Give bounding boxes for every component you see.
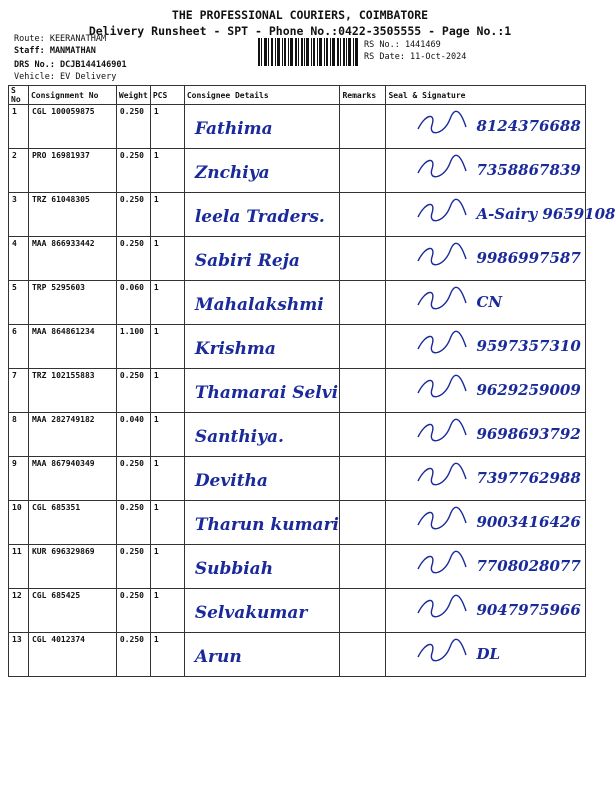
column-header: S No bbox=[9, 86, 29, 105]
signature-scribble bbox=[414, 549, 470, 579]
table-row bbox=[9, 545, 586, 589]
sno-cell: 5 bbox=[9, 281, 29, 325]
sno-cell: 3 bbox=[9, 193, 29, 237]
consignment-cell: CGL 685351 bbox=[28, 501, 116, 545]
consignment-cell: TRZ 61048305 bbox=[28, 193, 116, 237]
signature-scribble bbox=[414, 109, 470, 139]
sno-cell: 4 bbox=[9, 237, 29, 281]
pcs-cell: 1 bbox=[150, 325, 184, 369]
remarks-cell bbox=[340, 501, 386, 545]
sno-cell: 12 bbox=[9, 589, 29, 633]
company-title: THE PROFESSIONAL COURIERS, COIMBATORE bbox=[171, 8, 429, 22]
signature-cell bbox=[386, 589, 586, 633]
remarks-cell bbox=[340, 105, 386, 149]
remarks-cell bbox=[340, 325, 386, 369]
signature-scribble bbox=[414, 461, 470, 491]
handwritten-name: Krishma bbox=[194, 339, 276, 359]
handwritten-name: Subbiah bbox=[194, 559, 274, 579]
weight-cell: 0.250 bbox=[116, 105, 150, 149]
signature-cell bbox=[386, 325, 586, 369]
remarks-cell bbox=[340, 237, 386, 281]
table-row bbox=[9, 457, 586, 501]
pcs-cell: 1 bbox=[150, 589, 184, 633]
consignee-cell bbox=[184, 501, 340, 545]
pcs-cell: 1 bbox=[150, 105, 184, 149]
pcs-cell: 1 bbox=[150, 237, 184, 281]
signature-scribble bbox=[414, 329, 470, 359]
column-header: Weight bbox=[116, 86, 150, 105]
handwritten-name: leela Traders. bbox=[194, 207, 325, 227]
handwritten-name: Znchiya bbox=[194, 163, 270, 183]
consignment-cell: TRP 5295603 bbox=[28, 281, 116, 325]
consignee-cell bbox=[184, 237, 340, 281]
handwritten-name: Fathima bbox=[194, 119, 273, 139]
handwritten-phone: 9986997587 bbox=[476, 249, 581, 267]
runsheet-table bbox=[8, 85, 615, 677]
table-row bbox=[9, 105, 586, 149]
weight-cell: 0.250 bbox=[116, 457, 150, 501]
consignee-cell bbox=[184, 193, 340, 237]
remarks-cell bbox=[340, 149, 386, 193]
consignee-cell bbox=[184, 413, 340, 457]
signature-scribble bbox=[414, 153, 470, 183]
signature-cell bbox=[386, 501, 586, 545]
weight-cell: 0.250 bbox=[116, 193, 150, 237]
remarks-cell bbox=[340, 193, 386, 237]
signature-scribble bbox=[414, 197, 470, 227]
consignment-cell: TRZ 102155883 bbox=[28, 369, 116, 413]
table-row bbox=[9, 633, 586, 677]
pcs-cell: 1 bbox=[150, 149, 184, 193]
consignee-cell bbox=[184, 589, 340, 633]
barcode-icon bbox=[258, 38, 358, 66]
consignment-cell: MAA 866933442 bbox=[28, 237, 116, 281]
weight-cell: 0.250 bbox=[116, 149, 150, 193]
consignee-cell bbox=[184, 457, 340, 501]
drs-label: DRS No.: DCJB144146901 bbox=[14, 60, 127, 70]
remarks-cell bbox=[340, 369, 386, 413]
consignee-cell bbox=[184, 105, 340, 149]
pcs-cell: 1 bbox=[150, 413, 184, 457]
handwritten-phone: 8124376688 bbox=[476, 117, 581, 135]
consignment-cell: MAA 282749182 bbox=[28, 413, 116, 457]
handwritten-name: Thamarai Selvi bbox=[194, 383, 339, 403]
signature-scribble bbox=[414, 285, 470, 315]
weight-cell: 0.060 bbox=[116, 281, 150, 325]
consignee-cell bbox=[184, 149, 340, 193]
table-row bbox=[9, 501, 586, 545]
handwritten-name: Arun bbox=[194, 647, 242, 667]
remarks-cell bbox=[340, 281, 386, 325]
signature-scribble bbox=[414, 373, 470, 403]
handwritten-name: Tharun kumari bbox=[194, 515, 339, 535]
handwritten-name: Devitha bbox=[194, 471, 268, 491]
table-row bbox=[9, 193, 586, 237]
vehicle-label: Vehicle: EV Delivery bbox=[14, 72, 117, 82]
weight-cell: 0.250 bbox=[116, 545, 150, 589]
remarks-cell bbox=[340, 413, 386, 457]
weight-cell: 0.250 bbox=[116, 589, 150, 633]
table-row bbox=[9, 325, 586, 369]
consignee-cell bbox=[184, 325, 340, 369]
signature-cell bbox=[386, 281, 586, 325]
sno-cell: 10 bbox=[9, 501, 29, 545]
handwritten-phone: 9629259009 bbox=[476, 381, 581, 399]
consignment-cell: MAA 864861234 bbox=[28, 325, 116, 369]
pcs-cell: 1 bbox=[150, 545, 184, 589]
rs-date: RS Date: 11-Oct-2024 bbox=[364, 52, 467, 62]
table-row bbox=[9, 589, 586, 633]
table-row bbox=[9, 237, 586, 281]
signature-cell bbox=[386, 369, 586, 413]
handwritten-name: Sabiri Reja bbox=[194, 251, 300, 271]
consignee-cell bbox=[184, 369, 340, 413]
signature-scribble bbox=[414, 593, 470, 623]
consignment-cell: CGL 4012374 bbox=[28, 633, 116, 677]
weight-cell: 0.040 bbox=[116, 413, 150, 457]
handwritten-name: Mahalakshmi bbox=[194, 295, 324, 315]
pcs-cell: 1 bbox=[150, 281, 184, 325]
handwritten-phone: 7708028077 bbox=[476, 557, 581, 575]
consignment-cell: KUR 696329869 bbox=[28, 545, 116, 589]
route-label: Route: KEERANATHAM bbox=[14, 34, 107, 44]
handwritten-phone: 9003416426 bbox=[476, 513, 581, 531]
remarks-cell bbox=[340, 545, 386, 589]
consignee-cell bbox=[184, 545, 340, 589]
signature-cell bbox=[386, 413, 586, 457]
handwritten-phone: 7358867839 bbox=[476, 161, 581, 179]
sno-cell: 9 bbox=[9, 457, 29, 501]
column-header: Remarks bbox=[340, 86, 386, 105]
signature-cell bbox=[386, 193, 615, 237]
weight-cell: 0.250 bbox=[116, 237, 150, 281]
sno-cell: 13 bbox=[9, 633, 29, 677]
column-header: Consignment No bbox=[28, 86, 116, 105]
column-header: Consignee Details bbox=[184, 86, 340, 105]
sno-cell: 1 bbox=[9, 105, 29, 149]
signature-cell bbox=[386, 149, 586, 193]
pcs-cell: 1 bbox=[150, 369, 184, 413]
weight-cell: 0.250 bbox=[116, 501, 150, 545]
sno-cell: 11 bbox=[9, 545, 29, 589]
handwritten-phone: 9047975966 bbox=[476, 601, 581, 619]
handwritten-name: Santhiya. bbox=[194, 427, 284, 447]
column-header: Seal & Signature bbox=[386, 86, 586, 105]
signature-cell bbox=[386, 105, 586, 149]
consignment-cell: PRO 16981937 bbox=[28, 149, 116, 193]
table-row bbox=[9, 281, 586, 325]
handwritten-phone: 7397762988 bbox=[476, 469, 581, 487]
table-row bbox=[9, 149, 586, 193]
staff-label: Staff: MANMATHAN bbox=[14, 46, 96, 56]
pcs-cell: 1 bbox=[150, 633, 184, 677]
signature-scribble bbox=[414, 637, 470, 667]
consignment-cell: CGL 100059875 bbox=[28, 105, 116, 149]
consignee-cell bbox=[184, 281, 340, 325]
pcs-cell: 1 bbox=[150, 457, 184, 501]
sno-cell: 6 bbox=[9, 325, 29, 369]
table-header-row bbox=[9, 86, 586, 105]
handwritten-phone: CN bbox=[476, 293, 503, 311]
signature-cell bbox=[386, 457, 586, 501]
signature-scribble bbox=[414, 505, 470, 535]
table-row bbox=[9, 413, 586, 457]
handwritten-phone: 9597357310 bbox=[476, 337, 581, 355]
handwritten-phone: 9698693792 bbox=[476, 425, 581, 443]
pcs-cell: 1 bbox=[150, 501, 184, 545]
signature-cell bbox=[386, 237, 586, 281]
weight-cell: 0.250 bbox=[116, 369, 150, 413]
sno-cell: 7 bbox=[9, 369, 29, 413]
signature-cell bbox=[386, 633, 586, 677]
column-header: PCS bbox=[150, 86, 184, 105]
pcs-cell: 1 bbox=[150, 193, 184, 237]
remarks-cell bbox=[340, 457, 386, 501]
remarks-cell bbox=[340, 589, 386, 633]
consignment-cell: CGL 685425 bbox=[28, 589, 116, 633]
signature-scribble bbox=[414, 417, 470, 447]
handwritten-phone: DL bbox=[476, 645, 500, 663]
consignee-cell bbox=[184, 633, 340, 677]
sno-cell: 2 bbox=[9, 149, 29, 193]
handwritten-phone: A-Sairy 9659108 bbox=[476, 205, 615, 223]
sno-cell: 8 bbox=[9, 413, 29, 457]
table-row bbox=[9, 369, 586, 413]
runsheet-subtitle: Delivery Runsheet - SPT - Phone No.:0422-3505555 - Page No.:1 bbox=[88, 24, 512, 38]
remarks-cell bbox=[340, 633, 386, 677]
signature-cell bbox=[386, 545, 586, 589]
handwritten-name: Selvakumar bbox=[194, 603, 308, 623]
weight-cell: 0.250 bbox=[116, 633, 150, 677]
consignment-cell: MAA 867940349 bbox=[28, 457, 116, 501]
weight-cell: 1.100 bbox=[116, 325, 150, 369]
signature-scribble bbox=[414, 241, 470, 271]
rs-number: RS No.: 1441469 bbox=[364, 40, 441, 50]
